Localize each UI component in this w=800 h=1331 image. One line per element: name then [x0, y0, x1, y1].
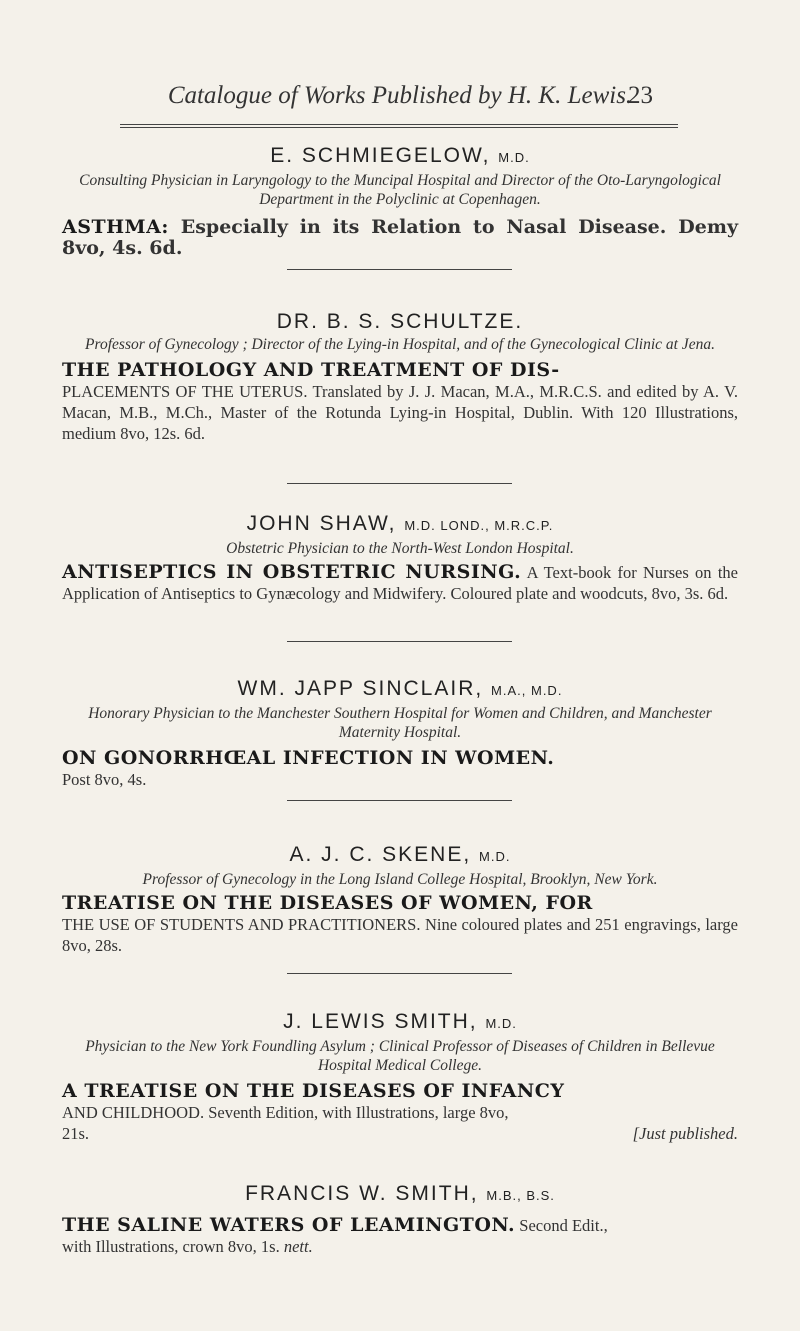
page-header — [0, 82, 800, 118]
book-title: ASTHMA: — [62, 216, 169, 238]
catalogue-entry — [0, 676, 800, 790]
book-title: ON GONORRHŒAL INFECTION IN WOMEN. — [62, 747, 555, 769]
entry-description: ON GONORRHŒAL INFECTION IN WOMEN. Post 8vo, 4s. — [62, 748, 738, 790]
author-name: FRANCIS W. SMITH, M.B., B.S. — [245, 1182, 555, 1205]
entry-description: THE PATHOLOGY AND TREATMENT OF DIS- PLACEMENTS OF THE UTERUS. Translated by J. J. Macan, M.A., M.R.C.S. and edited by A. V. Macan, M.B., M.Ch., Master of the Rotunda Lying-in Hospital, Dublin. With 120 Illustrations, medium 8vo, 12s. 6d. — [62, 359, 738, 443]
entry-description: TREATISE ON THE DISEASES OF WOMEN, FOR THE USE OF STUDENTS AND PRACTITIONERS. Nine coloured plates and 251 engravings, large 8vo, 28s. — [62, 892, 738, 955]
entry-description: THE SALINE WATERS OF LEAMINGTON. Second Edit., with Illustrations, crown 8vo, 1s. nett. — [62, 1214, 608, 1256]
author-degrees: M.D. LOND., M.R.C.P. — [404, 518, 554, 533]
header-rule — [120, 124, 678, 128]
price: 21s. — [62, 1124, 90, 1143]
author-degrees: M.D. — [479, 849, 511, 864]
divider — [287, 483, 512, 484]
author-affiliation: Physician to the New York Foundling Asylum ; Clinical Professor of Diseases of Children in Bellevue Hospital Medical College. — [85, 1038, 715, 1074]
book-title: THE PATHOLOGY AND TREATMENT OF DIS- — [62, 359, 560, 381]
catalogue-entry — [0, 511, 800, 604]
author-affiliation: Consulting Physician in Laryngology to the Muncipal Hospital and Director of the Oto-Laryngological Department in the Polyclinic at Copenhagen. — [79, 172, 721, 208]
catalogue-entry — [0, 1009, 800, 1144]
author-affiliation: Honorary Physician to the Manchester Southern Hospital for Women and Children, and Manchester Maternity Hospital. — [88, 705, 712, 741]
book-title: TREATISE ON THE DISEASES OF WOMEN, FOR — [62, 892, 593, 914]
catalogue-entry — [0, 143, 800, 259]
entry-description: A TREATISE ON THE DISEASES OF INFANCY AND CHILDHOOD. Seventh Edition, with Illustrations, large 8vo, 21s. [Just published. — [62, 1080, 738, 1143]
author-name: JOHN SHAW, M.D. LOND., M.R.C.P. — [246, 512, 554, 535]
divider — [287, 973, 512, 974]
author-degrees: M.D. — [498, 150, 530, 165]
running-head: Catalogue of Works Published by H. K. Lewis. — [167, 82, 633, 109]
author-degrees: M.D. — [485, 1016, 517, 1031]
catalogue-entry — [0, 1181, 800, 1257]
entry-description: ASTHMA: Especially in its Relation to Nasal Disease. Demy 8vo, 4s. 6d. — [62, 216, 738, 259]
author-name: A. J. C. SKENE, M.D. — [289, 843, 511, 866]
author-degrees: M.B., B.S. — [486, 1188, 555, 1203]
publication-note: [Just published. — [632, 1124, 738, 1143]
author-affiliation: Professor of Gynecology in the Long Island College Hospital, Brooklyn, New York. — [142, 871, 658, 888]
catalogue-entry — [0, 842, 800, 956]
book-title: THE SALINE WATERS OF LEAMINGTON. — [62, 1214, 516, 1236]
divider — [287, 641, 512, 642]
author-name: DR. B. S. SCHULTZE. — [276, 310, 524, 333]
author-name: E. SCHMIEGELOW, M.D. — [270, 144, 530, 167]
author-name: J. LEWIS SMITH, M.D. — [283, 1010, 517, 1033]
divider — [287, 800, 512, 801]
author-affiliation: Obstetric Physician to the North-West London Hospital. — [226, 540, 574, 557]
book-title: A TREATISE ON THE DISEASES OF INFANCY — [62, 1080, 565, 1102]
book-title: ANTISEPTICS IN OBSTETRIC NURSING. — [62, 561, 522, 583]
author-name: WM. JAPP SINCLAIR, M.A., M.D. — [237, 677, 563, 700]
divider — [287, 269, 512, 270]
author-affiliation: Professor of Gynecology ; Director of the Lying-in Hospital, and of the Gynecological Clinic at Jena. — [85, 336, 715, 353]
author-degrees: M.A., M.D. — [491, 683, 563, 698]
entry-description: ANTISEPTICS IN OBSTETRIC NURSING. A Text-book for Nurses on the Application of Antiseptics to Gynæcology and Midwifery. Coloured plate and woodcuts, 8vo, 3s. 6d. — [62, 561, 738, 603]
catalogue-entry — [0, 309, 800, 444]
page-number: 23 — [628, 82, 653, 109]
